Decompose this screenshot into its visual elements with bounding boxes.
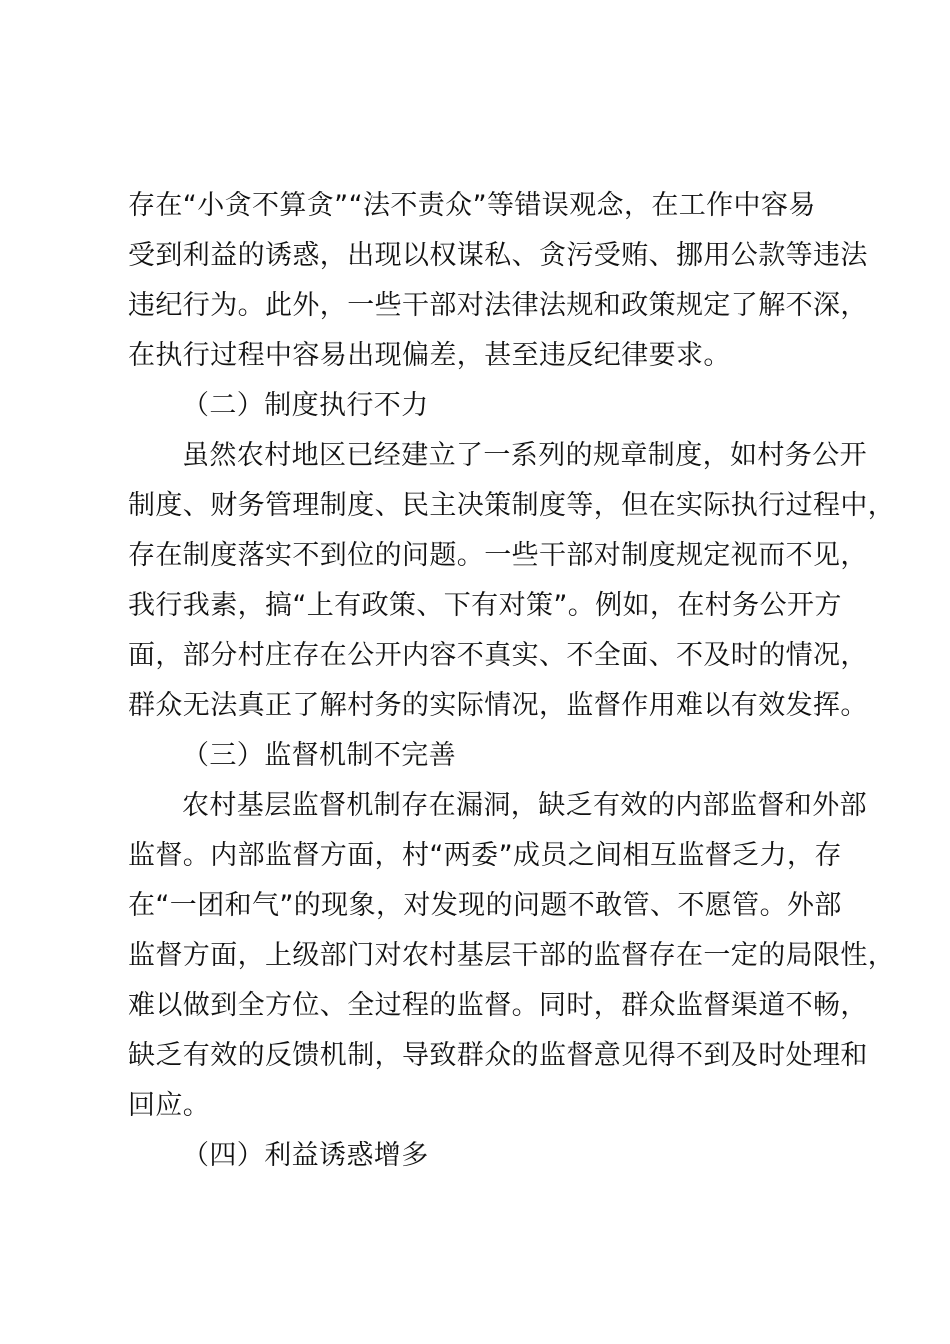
- paragraph-line: 缺乏有效的反馈机制，导致群众的监督意见得不到及时处理和: [128, 1040, 868, 1071]
- paragraph-line: 难以做到全方位、全过程的监督。同时，群众监督渠道不畅，: [128, 990, 868, 1021]
- paragraph-line: 在“一团和气”的现象，对发现的问题不敢管、不愿管。外部: [128, 890, 842, 921]
- paragraph-line: 群众无法真正了解村务的实际情况，监督作用难以有效发挥。: [128, 690, 868, 721]
- paragraph-line: 存在制度落实不到位的问题。一些干部对制度规定视而不见，: [128, 540, 868, 571]
- paragraph-line: 受到利益的诱惑，出现以权谋私、贪污受贿、挪用公款等违法: [128, 240, 868, 271]
- paragraph-line: 虽然农村地区已经建立了一系列的规章制度，如村务公开: [182, 440, 867, 471]
- paragraph-line: 监督方面，上级部门对农村基层干部的监督存在一定的局限性，: [128, 940, 896, 971]
- paragraph-line: 制度、财务管理制度、民主决策制度等，但在实际执行过程中，: [128, 490, 896, 521]
- paragraph-line: 在执行过程中容易出现偏差，甚至违反纪律要求。: [128, 340, 731, 371]
- section-heading: （四）利益诱惑增多: [182, 1140, 429, 1171]
- paragraph-line: 农村基层监督机制存在漏洞，缺乏有效的内部监督和外部: [182, 790, 867, 821]
- section-heading: （三）监督机制不完善: [182, 740, 456, 771]
- paragraph-line: 监督。内部监督方面，村“两委”成员之间相互监督乏力，存: [128, 840, 842, 871]
- section-heading: （二）制度执行不力: [182, 390, 429, 421]
- body-text: [128, 181, 896, 1181]
- paragraph-line: 违纪行为。此外，一些干部对法律法规和政策规定了解不深，: [128, 290, 868, 321]
- paragraph-line: 存在“小贪不算贪”“法不责众”等错误观念，在工作中容易: [128, 190, 816, 221]
- paragraph-line: 面，部分村庄存在公开内容不真实、不全面、不及时的情况，: [128, 640, 868, 671]
- paragraph-line: 我行我素，搞“上有政策、下有对策”。例如，在村务公开方: [128, 590, 842, 621]
- paragraph-line: 回应。: [128, 1090, 211, 1121]
